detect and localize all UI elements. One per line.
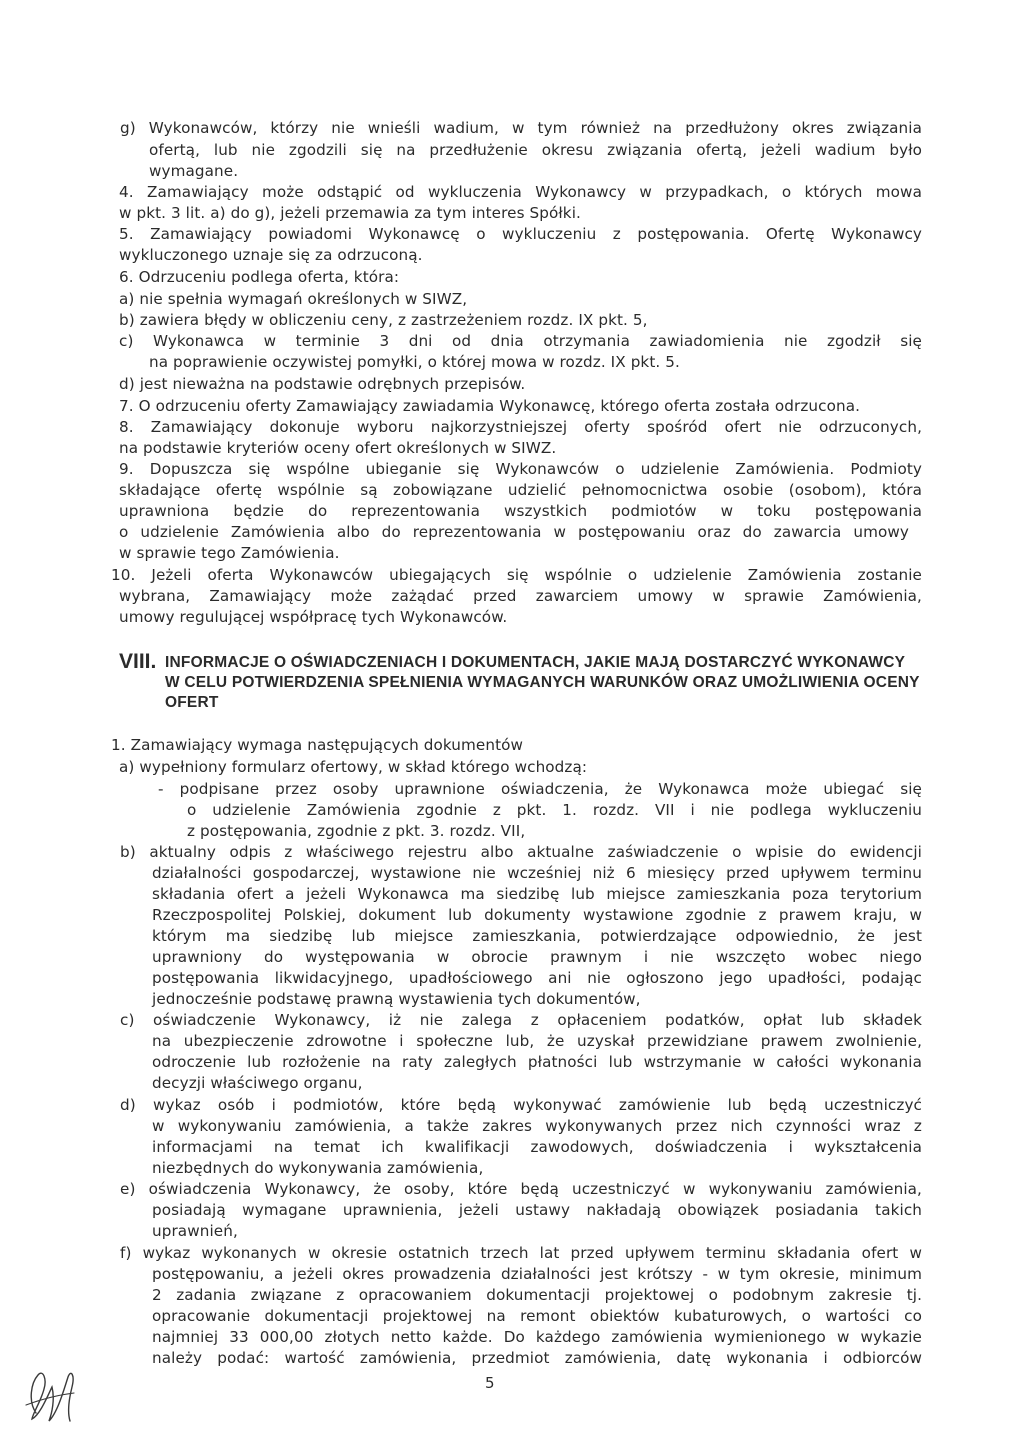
text-line: 6. Odrzuceniu podlega oferta, która: [119, 268, 400, 286]
text-line: 7. O odrzuceniu oferty Zamawiający zawiadamia Wykonawcę, którego oferta została odrzucona. [119, 397, 861, 415]
text-line: na ubezpieczenie zdrowotne i społeczne lub, że uzyskał przewidziane prawem zwolnienie, [152, 1032, 922, 1050]
text-line: uprawniona będzie do reprezentowania wszystkich podmiotów w toku postępowania [119, 502, 922, 520]
text-line: o udzielenie Zamówienia zgodnie z pkt. 1. rozdz. VII i nie podlega wykluczeniu [187, 801, 922, 819]
text-line: 2 zadania związane z opracowaniem dokumentacji projektowej o podobnym zakresie tj. [152, 1286, 922, 1304]
text-line: - podpisane przez osoby uprawnione oświadczenia, że Wykonawca może ubiegać się [158, 780, 922, 798]
text-line: b) aktualny odpis z właściwego rejestru albo aktualne zaświadczenie o wpisie do ewidencji [120, 843, 922, 861]
text-line: e) oświadczenia Wykonawcy, że osoby, które będą uczestniczyć w wykonywaniu zamówienia, [120, 1180, 922, 1198]
text-line: wykluczonego uznaje się za odrzuconą. [119, 246, 423, 264]
text-line: wymagane. [149, 162, 239, 180]
section-number: VIII. [119, 650, 157, 673]
text-line: w wykonywaniu zamówienia, a także zakres wykonywanych przez nich czynności wraz z [152, 1117, 922, 1135]
text-line: b) zawiera błędy w obliczeniu ceny, z zastrzeżeniem rozdz. IX pkt. 5, [119, 311, 648, 329]
text-line: uprawniony do występowania w obrocie prawnym i nie wszczęto wobec niego [152, 948, 922, 966]
section-heading-line-2: W CELU POTWIERDZENIA SPEŁNIENIA WYMAGANYCH WARUNKÓW ORAZ UMOŻLIWIENIA OCENY [165, 674, 920, 691]
text-line: d) jest nieważna na podstawie odrębnych przepisów. [119, 375, 526, 393]
text-line: działalności gospodarczej, wystawione nie wcześniej niż 6 miesięcy przed upływem terminu [152, 864, 922, 882]
text-line: na podstawie kryteriów oceny ofert określonych w SIWZ. [119, 439, 557, 457]
text-line: posiadają wymagane uprawnienia, jeżeli ustawy nakładają obowiązek posiadania takich [152, 1201, 922, 1219]
text-line: umowy regulującej współpracę tych Wykonawców. [119, 608, 508, 626]
text-line: d) wykaz osób i podmiotów, które będą wykonywać zamówienie lub będą uczestniczyć [120, 1096, 922, 1114]
text-line: 1. Zamawiający wymaga następujących dokumentów [111, 736, 524, 754]
text-line: decyzji właściwego organu, [152, 1074, 363, 1092]
text-line: postępowania likwidacyjnego, upadłościowego ani nie ogłoszono jego upadłości, podając [152, 969, 922, 987]
text-line: informacjami na temat ich kwalifikacji zawodowych, doświadczenia i wykształcenia [152, 1138, 922, 1156]
text-line: najmniej 33 000,00 złotych netto każde. Do każdego zamówienia wymienionego w wykazie [152, 1328, 922, 1346]
text-line: którym ma siedzibę lub miejsce zamieszkania, potwierdzające odpowiednio, że jest [152, 927, 922, 945]
text-line: odroczenie lub rozłożenie na raty zaległych płatności lub wstrzymanie w całości wykonania [152, 1053, 922, 1071]
text-line: 10. Jeżeli oferta Wykonawców ubiegających się wspólnie o udzielenie Zamówienia zostanie [111, 566, 922, 584]
section-heading-line-3: OFERT [165, 694, 219, 711]
text-line: a) nie spełnia wymagań określonych w SIWZ, [119, 290, 468, 308]
text-line: 4. Zamawiający może odstąpić od wykluczenia Wykonawcy w przypadkach, o których mowa [119, 183, 922, 201]
text-line: g) Wykonawców, którzy nie wnieśli wadium, w tym również na przedłużony okres związania [120, 119, 922, 137]
text-line: 8. Zamawiający dokonuje wyboru najkorzystniejszej oferty spośród ofert nie odrzuconych, [119, 418, 922, 436]
text-line: wybrana, Zamawiający może zażądać przed zawarciem umowy w sprawie Zamówienia, [119, 587, 922, 605]
text-line: 5. Zamawiający powiadomi Wykonawcę o wykluczeniu z postępowania. Ofertę Wykonawcy [119, 225, 922, 243]
text-line: Rzeczpospolitej Polskiej, dokument lub dokumenty wystawione zgodnie z prawem kraju, w [152, 906, 922, 924]
text-line: postępowaniu, a jeżeli okres prowadzenia działalności jest krótszy - w tym okresie, minimum [152, 1265, 922, 1283]
text-line: z postępowania, zgodnie z pkt. 3. rozdz. VII, [187, 822, 526, 840]
text-line: f) wykaz wykonanych w okresie ostatnich trzech lat przed upływem terminu składania ofert w [120, 1244, 922, 1262]
text-line: c) Wykonawca w terminie 3 dni od dnia otrzymania zawiadomienia nie zgodził się [119, 332, 922, 350]
page-number: 5 [485, 1374, 495, 1392]
text-line: niezbędnych do wykonywania zamówienia, [152, 1159, 484, 1177]
text-line: a) wypełniony formularz ofertowy, w skład którego wchodzą: [119, 758, 588, 776]
text-line: jednocześnie podstawę prawną wystawienia tych dokumentów, [152, 990, 641, 1008]
text-line: składania ofert a jeżeli Wykonawca ma siedzibę lub miejsce zamieszkania poza terytorium [152, 885, 922, 903]
section-heading-line-1: INFORMACJE O OŚWIADCZENIACH I DOKUMENTACH, JAKIE MAJĄ DOSTARCZYĆ WYKONAWCY [165, 654, 906, 671]
text-line: ofertą, lub nie zgodzili się na przedłużenie okresu związania ofertą, jeżeli wadium było [149, 141, 922, 159]
text-line: należy podać: wartość zamówienia, przedmiot zamówienia, datę wykonania i odbiorców [152, 1349, 922, 1367]
text-line: uprawnień, [152, 1222, 238, 1240]
text-line: 9. Dopuszcza się wspólne ubieganie się Wykonawców o udzielenie Zamówienia. Podmioty [119, 460, 922, 478]
text-line: w sprawie tego Zamówienia. [119, 544, 340, 562]
text-line: opracowanie dokumentacji projektowej na remont obiektów kubaturowych, o wartości co [152, 1307, 922, 1325]
text-line: składające ofertę wspólnie są zobowiązane udzielić pełnomocnictwa osobie (osobom), która [119, 481, 922, 499]
text-line: c) oświadczenie Wykonawcy, iż nie zalega z opłaceniem podatków, opłat lub składek [120, 1011, 922, 1029]
handwritten-initials [22, 1355, 102, 1430]
text-line: w pkt. 3 lit. a) do g), jeżeli przemawia za tym interes Spółki. [119, 204, 581, 222]
text-line: o udzielenie Zamówienia albo do reprezentowania w postępowaniu oraz do zawarcia umowy [119, 523, 909, 541]
text-line: na poprawienie oczywistej pomyłki, o której mowa w rozdz. IX pkt. 5. [149, 353, 680, 371]
